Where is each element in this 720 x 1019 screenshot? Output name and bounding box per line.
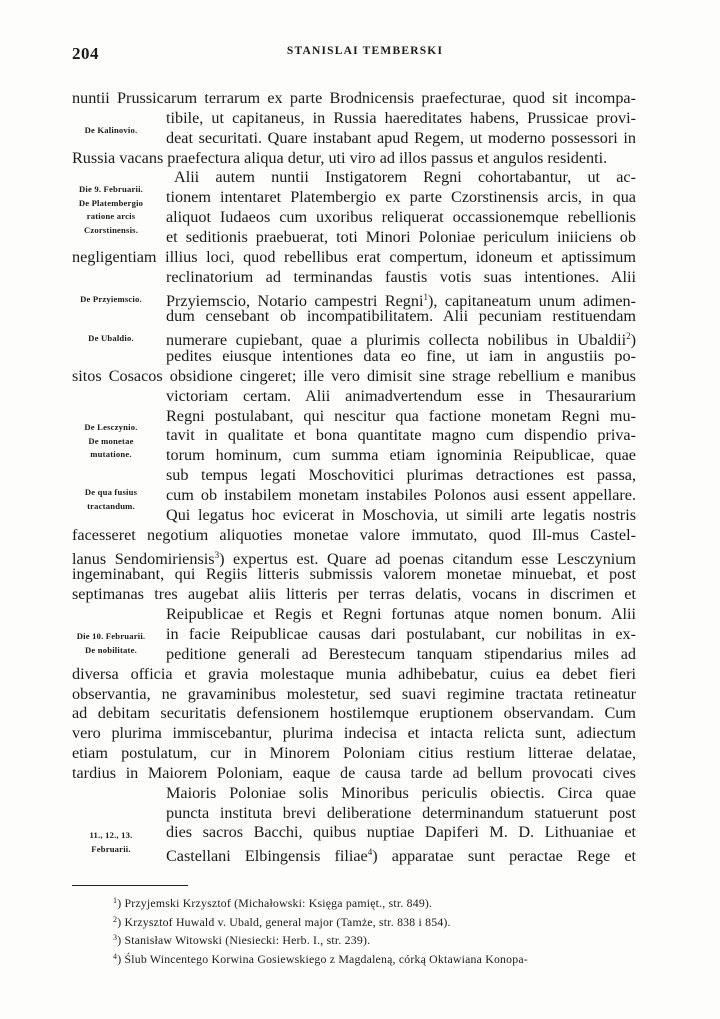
- text-line: [166, 207, 636, 227]
- margin-note-line: tractandum.: [87, 500, 135, 511]
- footnote: [113, 949, 528, 967]
- line-text-tail: ) expertus est. Quare ad poenas citandum esse Lesczynium: [219, 549, 636, 568]
- footnote-mark: 4: [113, 951, 118, 961]
- margin-note: [62, 183, 160, 237]
- margin-note-line: Czorstinensis.: [83, 224, 139, 235]
- margin-note-line: De Kalinovio.: [84, 125, 138, 135]
- line-text: tionem intentaret Platembergio ex parte Czorstinensis arcis, in qua: [166, 188, 636, 207]
- line-text: tibile, ut capitaneus, in Russia haereditates habens, Prussicae provi-: [166, 108, 636, 127]
- footnote: [113, 893, 432, 911]
- line-text: dies sacros Bacchi, quibus nuptiae Dapiferi M. D. Lithuaniae et: [166, 823, 636, 842]
- line-text: Alii autem nuntii Instigatorem Regni cohortabantur, ut ac-: [174, 168, 636, 187]
- text-line: [72, 525, 636, 545]
- line-text-tail: ), capitaneatum unum adimen-: [427, 291, 636, 310]
- text-line: [166, 306, 636, 326]
- line-text: in facie Reipublicae causas dari postulabant, cur nobilitas in ex-: [166, 624, 636, 643]
- margin-note-line: De qua fusius: [84, 487, 138, 497]
- text-line: [166, 108, 636, 128]
- line-text: Russia vacans praefectura aliqua detur, uti viro ad illos passus et angulos residenti.: [72, 148, 608, 167]
- text-line: [166, 644, 636, 664]
- text-line: [166, 783, 636, 803]
- line-text: reclinatorium ad terminandas faustis votis suas intentiones. Alii: [166, 267, 636, 286]
- line-text: sitos Cosacos obsidione cingeret; ille vero dimisit sine strage rebellium e manibus: [72, 366, 636, 385]
- text-line: [166, 822, 636, 842]
- footnote: [113, 912, 451, 930]
- text-line: [72, 366, 636, 386]
- line-text: negligentiam illius loci, quod rebellibus erat compertum, idoneum et aptissimum: [72, 247, 636, 266]
- line-text: peditione generali ad Berestecum tanquam stipendarius miles ad: [166, 644, 636, 663]
- margin-note: [62, 293, 160, 307]
- text-line: [166, 465, 636, 485]
- margin-note: [62, 332, 160, 346]
- footnote-mark: 1: [113, 896, 118, 905]
- text-line: [72, 564, 636, 584]
- line-text: Przyiemscio, Notario campestri Regni: [166, 291, 424, 310]
- line-text: numerare cupiebant, quae a plurimis collecta nobilibus in Ubaldii: [166, 331, 627, 350]
- line-text: aliquot Iudaeos cum uxoribus reliquerat occassionemque rebellionis: [166, 208, 636, 227]
- margin-note-line: De nobilitate.: [85, 644, 137, 655]
- footnote-reference: 4: [367, 847, 373, 858]
- line-text: sub tempus legati Moschovitici plurimas detractiones est passa,: [166, 466, 636, 485]
- text-line: [72, 664, 636, 684]
- margin-note-line: mutatione.: [90, 449, 132, 459]
- footnote-text: ) Ślub Wincentego Korwina Gosiewskiego z Magdaleną, córką Oktawiana Konopa-: [117, 951, 528, 966]
- line-text: facesseret negotium aliquoties monetae valore immutato, quod Ill-mus Castel-: [72, 525, 636, 544]
- footnote-reference: 3: [214, 549, 220, 560]
- text-line: [166, 425, 636, 445]
- line-text: Qui legatus hoc evicerat in Moschovia, ut simili arte legatis nostris: [166, 505, 636, 524]
- line-text: Castellani Elbingensis filiae: [166, 847, 368, 866]
- text-line: [72, 684, 636, 704]
- line-text: septimanas tres augebat aliis litteris per terras delatis, vocans in discrimen et: [72, 585, 636, 604]
- margin-note-line: Februarii.: [91, 843, 131, 854]
- text-line: [72, 247, 636, 267]
- footnote-text: ) Krzysztof Huwald v. Ubald, general major (Tamże, str. 838 i 854).: [117, 914, 451, 929]
- text-line: [166, 386, 636, 406]
- margin-note-line: De Przyiemscio.: [80, 294, 142, 304]
- margin-note-line: Die 10. Februarii.: [76, 631, 146, 641]
- line-text: lanus Sendomiriensis: [72, 549, 215, 568]
- line-text: Regni postulabant, qui nescitur qua factione monetam Regni mu-: [166, 406, 636, 425]
- footnote-text: ) Przyjemski Krzysztof (Michałowski: Księga pamięt., str. 849).: [117, 896, 433, 910]
- text-line: [72, 743, 636, 763]
- line-text: diversa officia et gravia molestaque munia adhibebatur, cuius ea debet fieri: [72, 664, 636, 683]
- text-line: [166, 842, 636, 866]
- text-line: [72, 763, 636, 783]
- footnote-text: ) Stanisław Witowski (Niesiecki: Herb. I., str. 239).: [117, 933, 371, 947]
- line-text-tail: ): [630, 331, 636, 350]
- footnote-mark: 2: [113, 914, 118, 924]
- page-number: 204: [72, 44, 99, 63]
- text-line: [166, 505, 636, 525]
- line-text: puncta instituta brevi deliberatione determinandum statuerunt post: [166, 803, 636, 822]
- text-line: [166, 346, 636, 366]
- margin-note-line: De Lesczynio.: [84, 422, 138, 432]
- text-line: [166, 803, 636, 823]
- line-text: nuntii Prussicarum terrarum ex parte Brodnicensis praefecturae, quod sit incompa-: [72, 89, 636, 107]
- line-text: dum censebant ob incompatibilitatem. Alii pecuniam restituendam: [166, 307, 636, 326]
- text-line: [72, 703, 636, 723]
- text-line: [72, 723, 636, 743]
- line-text: Reipublicae et Regis et Regni fortunas atque nomen bonum. Alii: [166, 605, 636, 624]
- text-line: [166, 624, 636, 644]
- line-text: tavit in qualitate et bona quantitate magno cum dispendio priva-: [166, 426, 636, 445]
- line-text: torum hominum, cum summa etiam ignominia Reipublicae, quae: [166, 446, 636, 465]
- text-line: [174, 167, 636, 187]
- margin-note: [62, 124, 160, 138]
- line-text: tardius in Maiorem Poloniam, eaque de causa tarde ad bellum provocati cives: [72, 763, 636, 782]
- line-text: observantia, ne gravaminibus molestetur, sed suavi regimine tractata retineatur: [72, 684, 636, 703]
- margin-note: [62, 421, 160, 462]
- margin-note-line: De monetae: [88, 435, 134, 446]
- footnote: [113, 930, 370, 948]
- margin-note: [62, 829, 160, 856]
- footnote-reference: 2: [626, 331, 631, 342]
- running-head: STANISLAI TEMBERSKI: [286, 45, 444, 57]
- margin-note-line: De Platembergio: [78, 197, 144, 208]
- line-text: vero plurima immiscebantur, plurima indecisa et intacta relicta sunt, adiectum: [72, 724, 636, 743]
- text-line: [166, 445, 636, 465]
- line-text: deat securitati. Quare instabant apud Regem, ut moderno possessori in: [166, 128, 636, 147]
- line-text: etiam postulatum, cur in Minorem Poloniam citius restium litterae delatae,: [72, 744, 636, 763]
- line-text: Maioris Poloniae solis Minoribus periculis obiectis. Circa quae: [166, 783, 636, 802]
- text-line: [166, 227, 636, 247]
- text-line: [166, 604, 636, 624]
- line-text: ingeminabant, qui Regiis litteris submissis valorem monetae minuebat, et post: [72, 565, 636, 584]
- text-line: [166, 187, 636, 207]
- line-text: cum ob instabilem monetam instabiles Polonos ausi essent appellare.: [166, 486, 636, 504]
- text-line: [72, 148, 636, 168]
- line-text: pedites eiusque intentiones data eo fine, ut iam in angustiis po-: [166, 347, 636, 366]
- text-line: [72, 584, 636, 604]
- text-line: [166, 267, 636, 287]
- line-text: et seditionis praebuerat, toti Minori Poloniae periculum iniiciens ob: [166, 227, 636, 246]
- line-text: victoriam certam. Alii animadvertendum esse in Thesaurarium: [166, 386, 636, 405]
- footnote-reference: 1: [423, 291, 428, 302]
- footnote-rule: [72, 885, 188, 886]
- text-line: [166, 128, 636, 148]
- margin-note: [62, 630, 160, 657]
- footnote-mark: 3: [113, 933, 118, 942]
- line-text-tail: ) apparatae sunt peractae Rege et: [372, 847, 636, 866]
- margin-note-line: 11., 12., 13.: [89, 830, 133, 840]
- margin-note-line: ratione arcis: [86, 211, 136, 221]
- margin-note: [62, 486, 160, 513]
- text-line: [166, 406, 636, 426]
- margin-note-line: Die 9. Februarii.: [78, 184, 144, 194]
- margin-note-line: De Ubaldio.: [88, 333, 134, 343]
- text-line: [72, 88, 636, 108]
- line-text: ad debitam securitatis defensionem hostilemque eruptionem observandam. Cum: [72, 704, 636, 723]
- text-line: [166, 485, 636, 505]
